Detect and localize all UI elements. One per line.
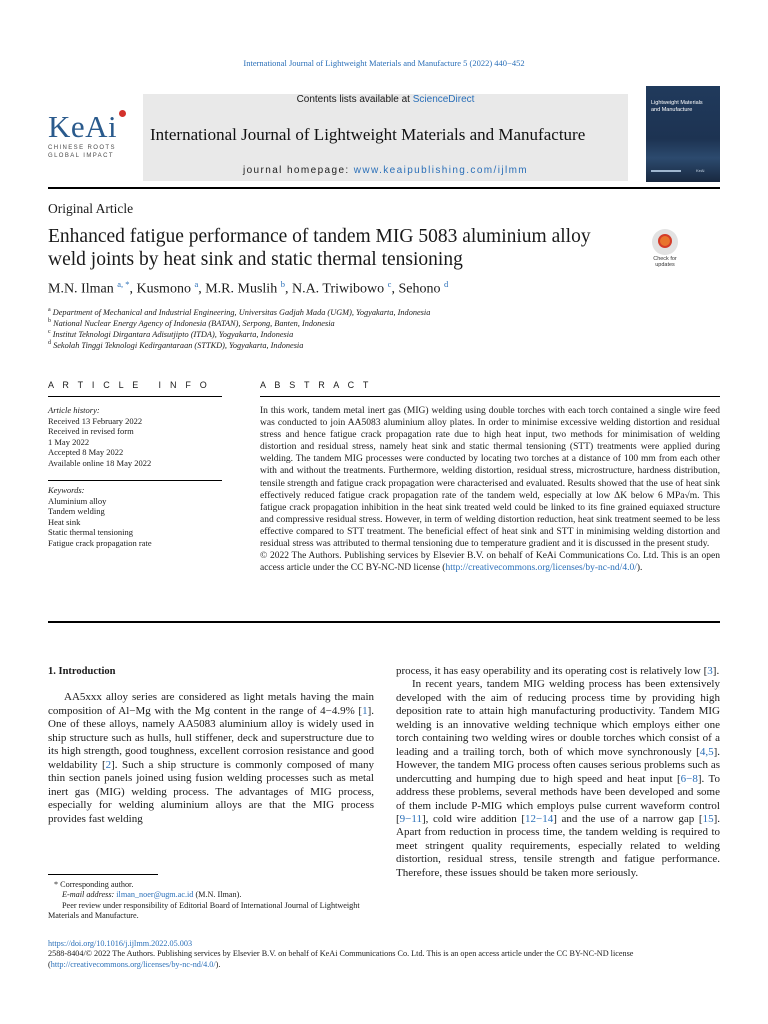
article-type: Original Article [48,201,134,216]
abstract-body: In this work, tandem metal inert gas (MIG) welding using double torches with each torch contained a single wire feed was conducted to join AA5083 aluminium alloy plates. In order to minimise excessive welding distortion and residual stress and hence fatigue crack propagation rate due to high heat input, two methods for minimisation of welding distortion and residual stress, namely heat sink and static thermal tensioning (STT) treatments were applied during welding. The tandem MIG processes were conducted by locating two torches at a distance of 100 mm from each other with and without the treatments. Furthermore, welding distortion, residual stress, microstructure, hardness distribution, tensile strength and fatigue crack propagation were characterised and evaluated. Results showed that the use of heat sink effectively reduced fatigue crack propagation rate of the tandem weld, especially at low ΔK below 6 MPa√m. This fatigue crack propagation inhibition in the heat sink treated weld could be linked to its fine grained equiaxed structure and compressive residual stress. However, in term of welding distortion reduction, heat sink treatment seemed to be less effective compared to STT treatment. The beneficial effect of heat sink and STT in minimising welding distortion and residual stress was attributed to thermal tensioning due to temperature gradient and it is discussed in the present study. [260,406,720,550]
article-info-rule [48,396,222,397]
citation-link[interactable]: 15 [702,812,714,825]
affiliation-mark: c [48,329,51,335]
journal-cover-image[interactable] [646,86,720,182]
paragraph-text: ]. One of these alloys, namely AA5083 aluminium alloy is widely used in ship structure such as hulls, hull stiffener, deck and superstructure due to its high strength, good toughness, excellent corrosion resistance and good weldability [ [48,704,374,771]
title-line-2: weld joints by heat sink and static thermal tensioning [48,249,463,270]
doi-link[interactable]: https://doi.org/10.1016/j.ijlmm.2022.05.003 [48,939,193,948]
footer-license-link[interactable]: http://creativecommons.org/licenses/by-nc-nd/4.0/ [50,959,216,969]
copyright-text: 2588-8404/© 2022 The Authors. Publishing services by Elsevier B.V. on behalf of KeAi Communications Co. Ltd. This is an open access article under the CC BY-NC-ND license [48,949,634,959]
citation-link[interactable]: 6−8 [680,772,698,785]
abstract-bottom-rule [48,621,720,623]
affiliation-mark: b [48,318,51,324]
journal-homepage [143,165,628,176]
article-info-heading: A R T I C L E I N F O [48,380,210,390]
journal-masthead [143,94,628,181]
author-name[interactable]: M.R. Muslih [205,281,278,297]
author-affiliation-mark[interactable]: a, * [117,279,130,289]
abstract-license-link[interactable]: http://creativecommons.org/licenses/by-nc-nd/4.0/ [445,563,637,574]
footer-copyright [48,949,720,959]
page-footer [48,939,720,970]
affiliation-text: National Nuclear Energy Agency of Indonesia (BATAN), Serpong, Banten, Indonesia [53,318,335,328]
citation-link[interactable]: 1 [362,704,368,717]
affiliation-text: Department of Mechanical and Industrial Engineering, Universitas Gadjah Mada (UGM), Yogyakarta, Indonesia [52,307,431,317]
abstract-copyright: © 2022 The Authors. Publishing services by Elsevier B.V. on behalf of KeAi Communications Co. Ltd. This is an open access article under the CC BY-NC-ND license ( [260,551,720,574]
license-open: ( [48,959,51,969]
keywords-label: Keywords: [48,485,85,495]
cover-mark: KeAi [696,168,705,173]
author-name[interactable]: Sehono [398,281,441,297]
check-for-updates-badge[interactable] [647,229,683,269]
keai-logo[interactable] [48,109,132,160]
cover-title-line-2: and Manufacture [651,106,693,113]
cover-title-line-1: Lightweight Materials [651,100,703,106]
logo-tagline-1: CHINESE ROOTS [48,145,116,151]
keywords-rule [48,480,222,481]
sciencedirect-link[interactable]: ScienceDirect [412,94,475,105]
keyword: Fatigue crack propagation rate [48,537,152,548]
citation-link[interactable]: 4,5 [699,745,714,758]
affiliation-mark: a [48,307,51,313]
logo-dot-icon [119,110,126,117]
footer-license [48,960,720,970]
cover-divider [651,170,681,172]
author-list: M.N. Ilman $^{a, *}$, Kusmono $^a$, M.R. Muslih $^b$, N.A. Triwibowo $^c$, Sehono $^d$ [48,279,449,297]
history-item: Received in revised form [48,426,134,436]
history-item: 1 May 2022 [48,436,90,447]
email-label: E-mail address: [62,890,117,900]
footnotes [48,880,374,922]
logo-word: KeAi [48,109,118,144]
license-close: ). [215,959,221,969]
contents-prefix: Contents lists available at [296,94,413,105]
affiliation-mark: d [48,340,51,346]
abstract-rule [260,396,720,397]
affiliation-d [48,338,303,351]
author-affiliation-mark[interactable]: a [194,279,199,289]
paragraph-text: ]. To address these problems, several methods have been developed and some of them include P-MIG which employs pulse current waveform control [ [396,772,720,825]
paragraph-text: ] and the use of a narrow gap [ [553,812,703,825]
section-heading-introduction: 1. Introduction [48,666,116,677]
keyword: Heat sink [48,516,81,527]
abstract-copyright-end: ). [636,563,643,574]
paragraph-text: ]. Such a ship structure is commonly composed of many thin section panels joined using fusion welding processes such as metal inert gas (MIG) welding process. The advantages of MIG process, especially for welding aluminium alloys are that the MIG process provides fast welding [48,758,374,825]
peer-review-note: Peer review under responsibility of Editorial Board of International Journal of Lightweight Materials and Manufacture. [48,900,360,921]
intro-paragraph-1 [48,691,374,826]
homepage-prefix: journal homepage: [242,165,354,176]
citation-link[interactable]: 2 [105,758,112,771]
paragraph-text: process, it has easy operability and its operating cost is relatively low [ [396,665,708,677]
affiliation-text: Sekolah Tinggi Teknologi Kedirgantaraan (STTKD), Yogyakarta, Indonesia [53,340,304,350]
footnote-rule [48,874,158,875]
keyword: Static thermal tensioning [48,527,133,537]
check-for-updates-icon [652,229,678,255]
keyword: Aluminium alloy [48,495,107,506]
author-name[interactable]: M.N. Ilman [48,281,114,297]
title-line-1: Enhanced fatigue performance of tandem MIG 5083 aluminium alloy [48,226,591,247]
article-title [48,225,628,271]
history-item: Accepted 8 May 2022 [48,447,124,457]
contents-line [143,94,628,105]
author-name[interactable]: Kusmono [136,281,191,297]
affiliation-text: Institut Teknologi Dirgantara Adisutjipto (ITDA), Yogyakarta, Indonesia [52,329,294,339]
keywords [48,485,222,548]
article-history [48,405,222,468]
email-note [48,890,374,900]
abstract-text [260,405,720,574]
header-rule [48,187,720,189]
author-affiliation-mark[interactable]: b [280,279,285,289]
paragraph-text: ]. However, the tandem MIG process often causes serious problems such as undercutting and humping due to high speed and heat input [ [396,745,720,785]
email-suffix: (M.N. Ilman). [193,890,242,900]
history-item: Received 13 February 2022 [48,415,143,426]
paragraph-text: ], cold wire addition [ [421,812,526,825]
author-affiliation-mark[interactable]: d [443,279,449,289]
paragraph-text: AA5xxx alloy series are considered as light metals having the main composition of Al−Mg with the Mg content in the range of 4−4.9% [ [48,691,374,717]
keyword: Tandem welding [48,506,105,516]
abstract-heading: A B S T R A C T [260,380,372,390]
homepage-link[interactable]: www.keaipublishing.com/ijlmm [353,165,529,176]
citation-link[interactable]: 3 [707,665,713,677]
history-item: Available online 18 May 2022 [48,457,152,468]
intro-paragraph-1-continued [396,665,720,678]
badge-line-2: updates [655,262,675,268]
left-column [48,665,374,826]
history-label: Article history: [48,405,100,415]
intro-paragraph-2 [396,678,720,880]
paragraph-text: ]. Apart from reduction in process time, the tandem welding is required to meet stringent quality requirements, especially related to welding distortion, residual stress, tensile strength and fatigue performance. Therefore, these issues should be taken more seriously. [396,812,720,879]
journal-citation-header[interactable]: International Journal of Lightweight Materials and Manufacture 5 (2022) 440−452 [243,58,525,68]
citation-link[interactable]: 12−14 [525,812,554,825]
email-link[interactable]: ilman_noer@ugm.ac.id [116,890,194,900]
journal-title: International Journal of Lightweight Materials and Manufacture [150,125,586,144]
paragraph-text: In recent years, tandem MIG welding process has been extensively developed with the aim of reducing process time by providing high deposition rate to attain high manufacturing productivity. Tandem MIG welding is an innovative welding technique which employs either one torch containing two welding wires or double torches which consist of a leading and a trailing torch, both of which move synchronously [ [396,678,720,758]
badge-line-1: Check for [653,256,677,262]
author-affiliation-mark[interactable]: c [387,279,392,289]
right-column [396,665,720,880]
citation-link[interactable]: 9−11 [399,812,422,825]
author-name[interactable]: N.A. Triwibowo [291,281,385,297]
paragraph-text: ]. [712,665,720,677]
corresponding-author-note: * Corresponding author. [54,880,134,889]
logo-tagline-2: GLOBAL IMPACT [48,153,114,159]
